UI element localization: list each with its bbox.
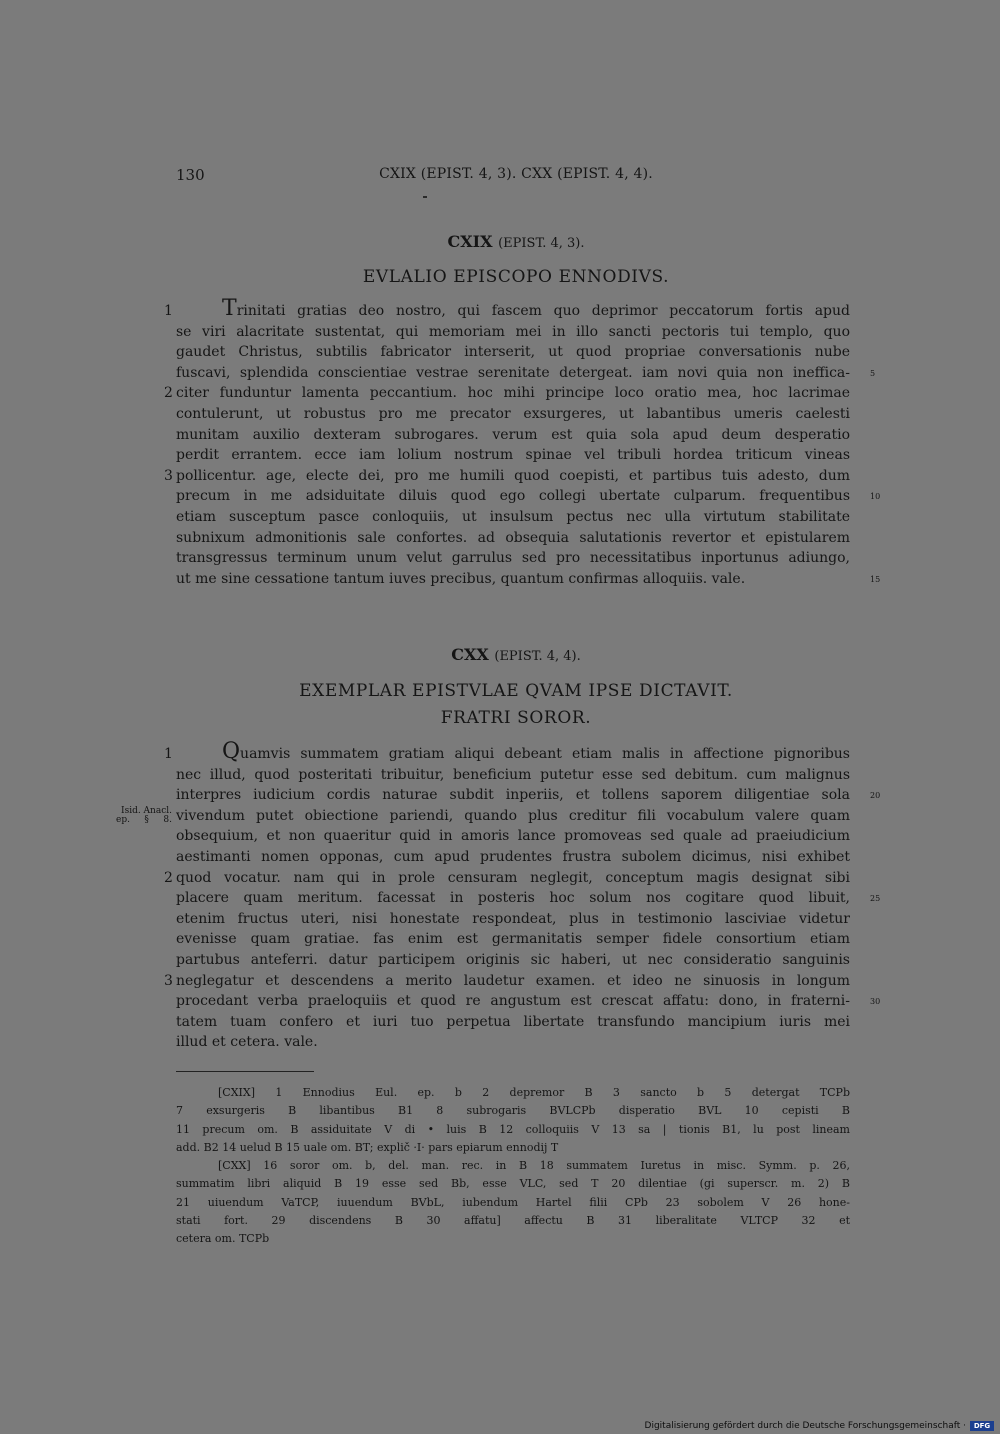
text-line xyxy=(176,569,881,590)
letter2-body xyxy=(116,739,881,1053)
text-line xyxy=(176,950,850,971)
line-number: 30 xyxy=(870,997,881,1007)
text-line xyxy=(164,383,850,404)
text-line xyxy=(176,929,850,950)
dfg-logo: DFG xyxy=(970,1421,994,1431)
line-text: munitam auxilio dexteram subrogares. verum est quia sola apud deum desperatio xyxy=(176,426,850,443)
line-number: 25 xyxy=(870,894,881,904)
apparatus-line: add. B2 14 uelud B 15 uale om. BT; explič ·I· pars epiarum ennodij T xyxy=(176,1140,559,1154)
text-line xyxy=(176,826,850,847)
line-text: procedant verba praeloquiis et quod re angustum est crescat affatu: dono, in fraterni- xyxy=(176,993,850,1010)
line-text: interpres iudicium cordis naturae subdit inperiis, et tollens saporem diligentiae sola xyxy=(176,787,850,804)
apparatus-line: 7 exsurgeris B libantibus B1 8 subrogaris BVLCPb disperatio BVL 10 cepisti B xyxy=(176,1104,850,1118)
page-number: 130 xyxy=(176,166,205,184)
text-line xyxy=(176,322,850,343)
line-text: citer funduntur lamenta peccantium. hoc mihi principe loco oratio mea, hoc lacrimae xyxy=(176,385,850,402)
text-line xyxy=(176,342,850,363)
credit-text: Digitalisierung gefördert durch die Deutsche Forschungsgemeinschaft · xyxy=(644,1420,966,1431)
line-text: quod vocatur. nam qui in prole censuram neglegit, conceptum magis designat sibi xyxy=(176,869,850,886)
apparatus-line: stati fort. 29 discendens B 30 affatu] affectu B 31 liberalitate VLTCP 32 et xyxy=(176,1214,850,1228)
line-text: precum in me adsiduitate diluis quod ego collegi ubertate culparum. frequentibus xyxy=(176,488,850,505)
running-head xyxy=(176,166,856,186)
line-text: tatem tuam confero et iuri tuo perpetua libertate transfundo mancipium iuris mei xyxy=(176,1013,850,1030)
apparatus-line: cetera om. TCPb xyxy=(176,1232,270,1246)
letter2-ref: (EPIST. 4, 4). xyxy=(494,649,581,664)
line-text: gaudet Christus, subtilis fabricator interserit, ut quod propriae conversationis nube xyxy=(176,344,850,361)
letter1-ref: (EPIST. 4, 3). xyxy=(498,236,585,251)
apparatus-line: summatim libri aliquid B 19 esse sed Bb, esse VLC, sed T 20 dilentiae (gi superscr. m. 2) B xyxy=(176,1177,850,1191)
text-line xyxy=(176,528,850,549)
line-number: 10 xyxy=(870,492,881,502)
line-number: 15 xyxy=(870,574,881,584)
text-line xyxy=(176,765,850,786)
line-number: 5 xyxy=(870,368,876,378)
text-line xyxy=(176,445,850,466)
letter2-title-line1: EXEMPLAR EPISTVLAE QVAM IPSE DICTAVIT. xyxy=(299,681,733,701)
letter1-body xyxy=(164,296,881,589)
text-line xyxy=(176,1012,850,1033)
line-text: vivendum putet obiectione pariendi, quando plus creditur fili vocabulum valere quam xyxy=(176,807,850,824)
line-text: partubus anteferri. datur participem originis sic haberi, ut nec consideratio sanguinis xyxy=(176,951,850,968)
text-line xyxy=(164,466,850,487)
section-number: 1 xyxy=(164,303,173,319)
line-text: se viri alacritate sustentat, qui memoriam mei in illo sancti pectoris tui templo, quo xyxy=(176,323,850,340)
section-number: 2 xyxy=(164,385,173,402)
letter2-number: CXX xyxy=(451,645,489,664)
text-line xyxy=(176,991,881,1012)
letter1-title: EVLALIO EPISCOPO ENNODIVS. xyxy=(362,267,670,287)
letter2-number-heading xyxy=(176,645,856,664)
line-text: etiam susceptum pasce conloquiis, ut insulsum pectus nec ulla virtutum stabilitate xyxy=(176,508,850,525)
digitization-credit xyxy=(645,1419,994,1432)
line-text: evenisse quam gratiae. fas enim est germanitatis semper fidele consortium etiam xyxy=(176,931,850,948)
line-text: obsequium, et non quaeritur quid in amoris lance promoveas sed quale ad praeiudicium xyxy=(176,828,850,845)
margin-reference: Isid. Anacl. ep. § 8. xyxy=(116,805,172,825)
print-mark xyxy=(423,196,427,198)
line-text: pollicentur. age, electe dei, pro me humili quod coepisti, et partibus tuis adesto, dum xyxy=(176,467,850,484)
running-title: CXIX (EPIST. 4, 3). CXX (EPIST. 4, 4). xyxy=(379,166,653,182)
line-text: transgressus terminum unum velut garrulus sed pro necessitatibus inportunus adiungo, xyxy=(176,550,850,567)
text-line xyxy=(164,739,850,765)
apparatus-line: 21 uiuendum VaTCP, iuuendum BVbL, iubendum Hartel filii CPb 23 sobolem V 26 hone- xyxy=(176,1195,850,1209)
text-line xyxy=(176,847,850,868)
line-text: aestimanti nomen opponas, cum apud prudentes frustra subolem dicimus, nisi exhibet xyxy=(176,848,850,865)
section-number: 3 xyxy=(164,972,173,989)
line-text: etenim fructus uteri, nisi honestate respondeat, plus in testimonio lasciviae videtur xyxy=(176,910,850,927)
text-line xyxy=(176,1032,850,1053)
text-line xyxy=(176,363,876,384)
apparatus-line: [CXX] 16 soror om. b, del. man. rec. in B 18 summatem Iuretus in misc. Symm. p. 26, xyxy=(218,1159,850,1173)
text-line xyxy=(176,548,850,569)
apparatus-line: 11 precum om. B assiduitate V di • luis B 12 colloquiis V 13 sa | tionis B1, lu post lineam xyxy=(176,1122,850,1136)
section-number: 2 xyxy=(164,869,173,886)
text-line xyxy=(164,971,850,992)
text-line xyxy=(164,296,850,322)
text-line xyxy=(176,888,881,909)
letter1-number: CXIX xyxy=(447,232,493,251)
line-text: uamvis summatem gratiam aliqui debeant etiam malis in affectione pignoribus xyxy=(240,746,850,762)
line-text: nec illud, quod posteritati tribuitur, beneficium putetur esse sed debitum. cum malignus xyxy=(176,766,850,783)
line-text: illud et cetera. vale. xyxy=(176,1034,318,1051)
text-line xyxy=(176,404,850,425)
drop-initial: T xyxy=(222,296,237,321)
footnote-rule xyxy=(176,1071,314,1072)
text-line xyxy=(176,486,881,507)
apparatus-line: [CXIX] 1 Ennodius Eul. ep. b 2 depremor B 3 sancto b 5 detergat TCPb xyxy=(218,1086,850,1099)
line-text: perdit errantem. ecce iam lolium nostrum spinae vel tribuli hordea triticum vineas xyxy=(176,447,850,464)
letter2-title-line2: FRATRI SOROR. xyxy=(440,708,592,728)
text-line xyxy=(176,507,850,528)
line-number: 20 xyxy=(870,791,881,801)
critical-apparatus xyxy=(176,1084,850,1249)
section-number: 3 xyxy=(164,467,173,484)
line-text: ut me sine cessatione tantum iuves precibus, quantum confirmas alloquiis. vale. xyxy=(176,570,746,587)
text-line xyxy=(164,868,850,889)
text-line xyxy=(176,425,850,446)
section-number: 1 xyxy=(164,746,173,762)
line-text: rinitati gratias deo nostro, qui fascem quo deprimor peccatorum fortis apud xyxy=(236,303,850,319)
line-text: placere quam meritum. facessat in posteris hoc solum nos cogitare quod libuit, xyxy=(176,890,850,907)
line-text: contulerunt, ut robustus pro me precator exsurgeres, ut labantibus umeris caelesti xyxy=(176,405,850,422)
drop-initial: Q xyxy=(222,739,241,764)
line-text: subnixum admonitionis sale confortes. ad obsequia salutationis revertor et epistularem xyxy=(176,529,850,546)
letter1-number-heading xyxy=(176,232,856,251)
text-line xyxy=(176,785,881,806)
line-text: neglegatur et descendens a merito laudetur examen. et ideo ne sinuosis in longum xyxy=(176,972,850,989)
line-text: fuscavi, splendida conscientiae vestrae serenitate detergeat. iam novi quia non ineffica- xyxy=(176,364,850,381)
text-line xyxy=(176,909,850,930)
text-line xyxy=(116,805,850,827)
